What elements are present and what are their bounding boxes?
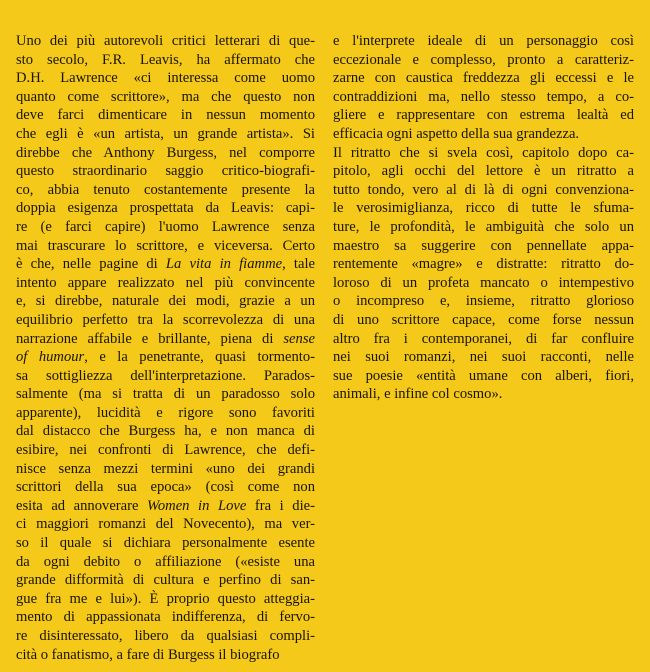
text-line: re disinteressato, libero da qualsiasi compli- bbox=[16, 628, 315, 644]
text-line: equilibrio perfetto tra la scorrevolezza di una bbox=[16, 311, 315, 328]
text-line: deve farci dimenticare in nessun momento bbox=[16, 107, 315, 124]
text-line bbox=[16, 497, 315, 516]
text-line: dal distacco che Burgess ha, e non manca di bbox=[16, 423, 315, 440]
text-line: scrittori della sua epoca» (così come non bbox=[16, 479, 315, 496]
text-line: e l'interprete ideale di un personaggio così bbox=[333, 33, 634, 49]
text-line: zarne con caustica freddezza gli eccessi e le bbox=[333, 70, 634, 87]
text-line: nei suoi romanzi, nei suoi racconti, nelle bbox=[333, 349, 634, 366]
text-line: cità o fanatismo, a fare di Burgess il biografo bbox=[16, 646, 280, 663]
text-line: efficacia ogni aspetto della sua grandezza. bbox=[333, 125, 580, 142]
text-line: mento di appassionata indifferenza, di fervo- bbox=[16, 609, 315, 626]
text-line: D.H. Lawrence «ci interessa come uomo bbox=[16, 70, 315, 87]
text-line: o incompreso e, insieme, ritratto glorioso bbox=[333, 293, 634, 310]
text-fragment: fra i die- bbox=[246, 497, 315, 514]
text-line: Il ritratto che si svela così, capitolo dopo ca- bbox=[333, 144, 634, 161]
text-line: tutto tondo, vero al di là di ogni convenziona- bbox=[333, 181, 634, 198]
text-fragment: è che, nelle pagine di bbox=[16, 256, 166, 273]
text-line: sue poesie «entità umane con alberi, fiori, bbox=[333, 367, 634, 384]
text-line: salmente (ma si tratta di un paradosso solo bbox=[16, 386, 315, 403]
left-text-column bbox=[16, 32, 315, 664]
text-line: apparente), lucidità e rigore sono favoriti bbox=[16, 404, 315, 421]
text-line: da ogni debito o affiliazione («esiste una bbox=[16, 553, 315, 570]
text-line: animali, e infine col cosmo». bbox=[333, 386, 503, 403]
text-line: mai trascurare lo scrittore, e viceversa. Certo bbox=[16, 237, 315, 254]
text-line: le verosimiglianza, ricco di tutte le sfuma- bbox=[333, 200, 634, 217]
text-line: nisce senza mezzi termini «uno dei grandi bbox=[16, 460, 315, 477]
text-line: doppia esigenza prospettata da Leavis: capi- bbox=[16, 200, 315, 217]
text-line: gliere e rappresentare con estrema lealtà ed bbox=[333, 107, 634, 124]
text-line: grande difformità di cultura e perfino di san- bbox=[16, 572, 315, 589]
text-line: rentemente «magre» e distratte: ritratto do- bbox=[333, 256, 634, 273]
text-line: intento appare realizzato nel più convincente bbox=[16, 274, 315, 291]
text-line: esibire, nei confronti di Lawrence, che defi- bbox=[16, 442, 315, 459]
text-line: che egli è «un artista, un grande artista». Si bbox=[16, 125, 315, 142]
text-line: co, abbia tenuto costantemente presente la bbox=[16, 181, 315, 198]
text-line: eccezionale e complesso, pronto a caratteriz- bbox=[333, 51, 634, 68]
text-line: quanto come scrittore», ma che questo non bbox=[16, 88, 315, 105]
text-fragment: , tale bbox=[282, 256, 315, 273]
book-title-italic: Women in Love bbox=[147, 497, 247, 514]
text-line: e, si direbbe, naturale dei modi, grazie a un bbox=[16, 293, 315, 310]
text-line: maestro sa suggerire con pennellate appa- bbox=[333, 237, 634, 254]
text-line: ci maggiori romanzi del Novecento), ma ver- bbox=[16, 516, 315, 533]
text-line: direbbe che Anthony Burgess, nel comporre bbox=[16, 144, 315, 161]
text-line: sa sottigliezza dell'interpretazione. Parados- bbox=[16, 367, 315, 384]
text-line bbox=[16, 348, 315, 367]
text-fragment: narrazione affabile e brillante, piena di bbox=[16, 330, 284, 347]
italic-phrase: sense bbox=[283, 330, 315, 347]
text-line: altro fra i contemporanei, di far confluire bbox=[333, 330, 634, 347]
italic-phrase: of humour bbox=[16, 349, 85, 366]
text-line: di uno scrittore capace, come forse nessun bbox=[333, 311, 634, 328]
text-line: Uno dei più autorevoli critici letterari di que- bbox=[16, 33, 315, 49]
book-title-italic: La vita in fiamme bbox=[165, 256, 283, 273]
right-text-column bbox=[333, 32, 634, 404]
text-line: gue fra me e lui»). È proprio questo atteggia- bbox=[16, 590, 315, 607]
text-line: loroso di un profeta mancato o intempestivo bbox=[333, 274, 634, 291]
text-line: re (e farci capire) l'uomo Lawrence senza bbox=[16, 218, 315, 235]
text-fragment: esita ad annoverare bbox=[16, 497, 148, 514]
text-line bbox=[16, 255, 315, 274]
text-line: pitolo, agli occhi del lettore è un ritratto a bbox=[333, 163, 634, 180]
text-line: questo straordinario saggio critico-biografi- bbox=[16, 163, 315, 180]
text-line: so il quale si dichiara personalmente esente bbox=[16, 535, 315, 552]
text-line: contraddizioni ma, nello stesso tempo, a co- bbox=[333, 88, 634, 105]
text-line: ture, le profondità, le ambiguità che solo un bbox=[333, 218, 634, 235]
text-line bbox=[16, 330, 315, 349]
text-line: sto secolo, F.R. Leavis, ha affermato che bbox=[16, 51, 315, 68]
text-fragment: , e la penetrante, quasi tormento- bbox=[84, 349, 316, 366]
